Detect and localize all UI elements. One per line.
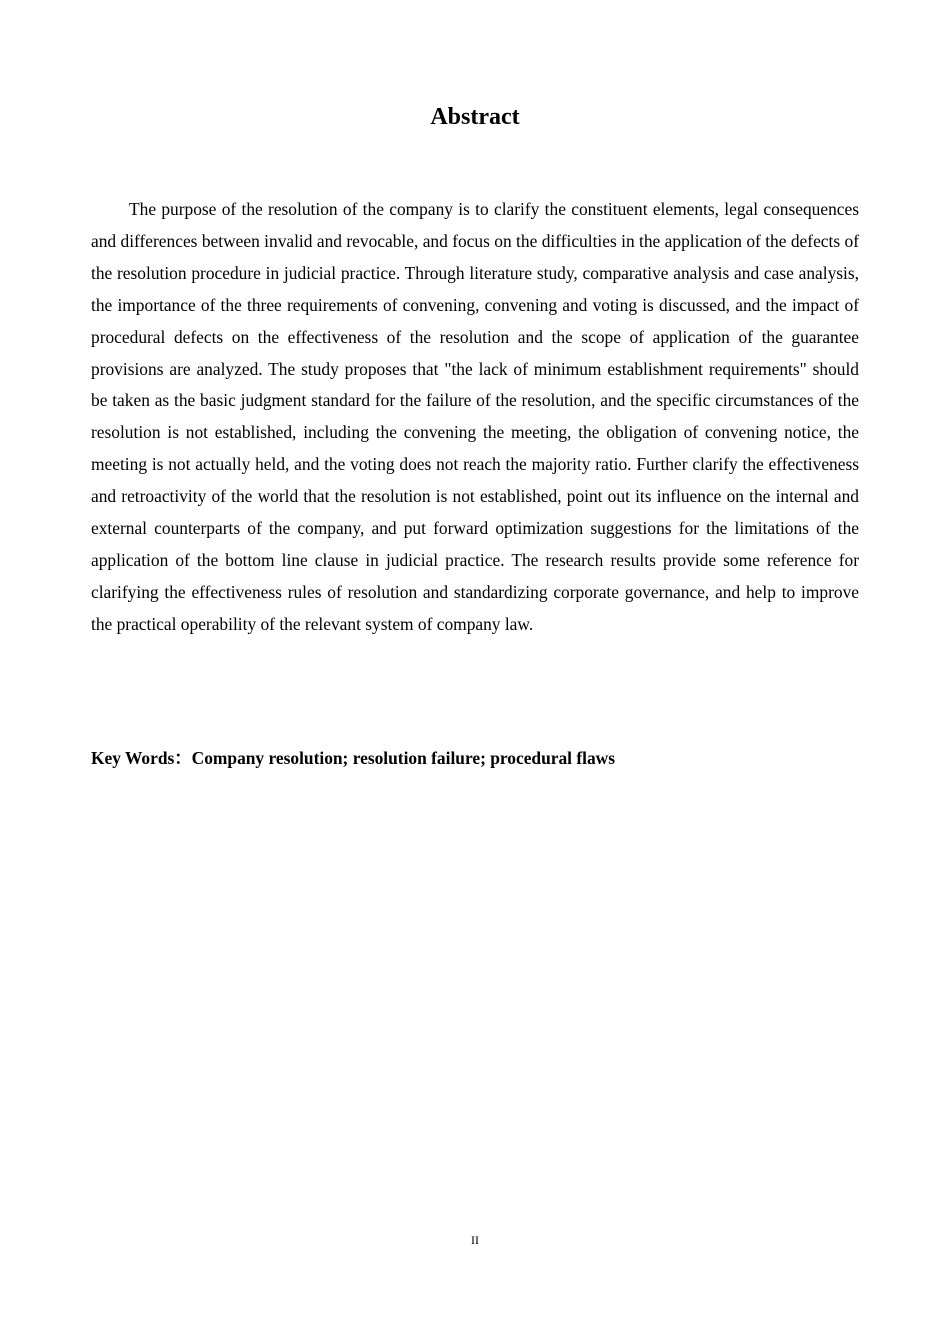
- abstract-title: Abstract: [430, 104, 520, 130]
- keywords-text: Company resolution; resolution failure; procedural flaws: [191, 748, 616, 768]
- abstract-body: The purpose of the resolution of the company is to clarify the constituent elements, legal consequences and differences between invalid and revocable, and focus on the difficulties in the application of the defects of the resolution procedure in judicial practice. Through literature study, comparative analysis and case analysis, the importance of the three requirements of convening, convening and voting is discussed, and the impact of procedural defects on the effectiveness of the resolution and the scope of application of the guarantee provisions are analyzed. The study proposes that "the lack of minimum establishment requirements" should be taken as the basic judgment standard for the failure of the resolution, and the specific circumstances of the resolution is not established, including the convening the meeting, the obligation of convening notice, the meeting is not actually held, and the voting does not reach the majority ratio. Further clarify the effectiveness and retroactivity of the world that the resolution is not established, point out its influence on the internal and external counterparts of the company, and put forward optimization suggestions for the limitations of the application of the bottom line clause in judicial practice. The research results provide some reference for clarifying the effectiveness rules of resolution and standardizing corporate governance, and help to improve the practical operability of the relevant system of company law.: [91, 199, 859, 634]
- keywords-line: [91, 743, 859, 773]
- keywords-label: Key Words：: [91, 748, 192, 768]
- page-number: II: [471, 1233, 479, 1247]
